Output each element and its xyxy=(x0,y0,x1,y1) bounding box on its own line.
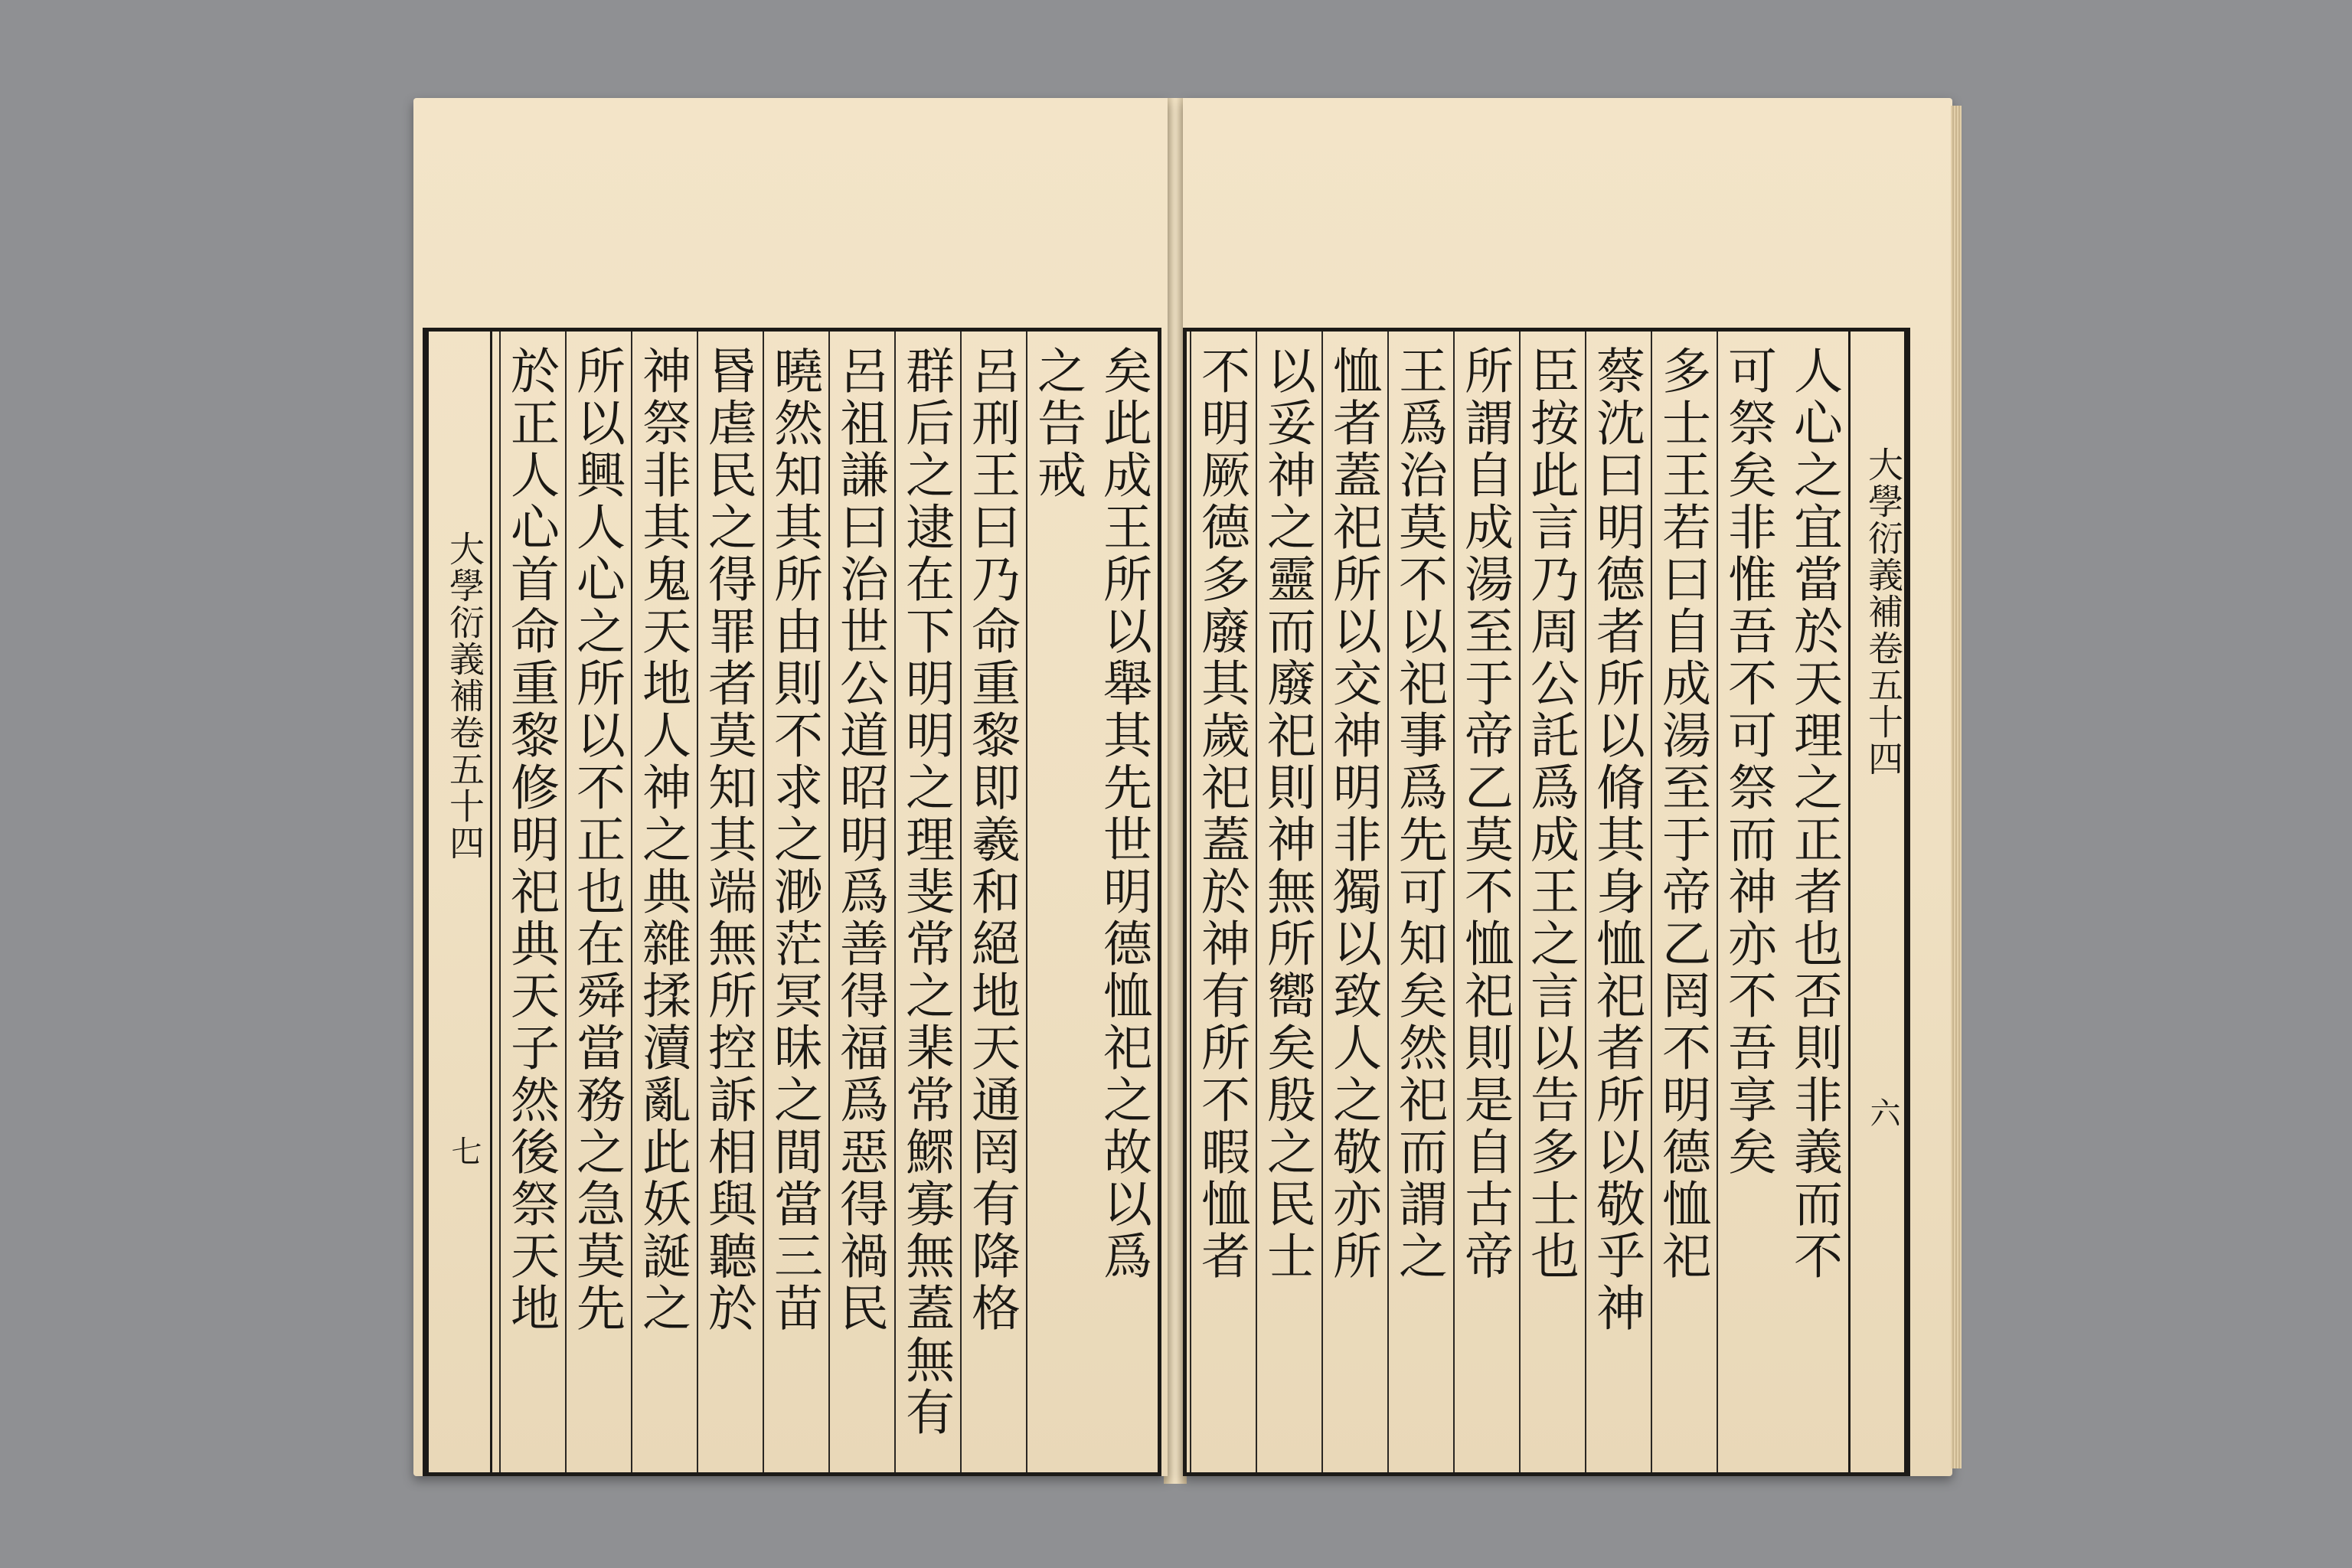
text-column: 多士王若曰自成湯至于帝乙罔不明德恤祀 xyxy=(1651,332,1717,1472)
text-column: 臣按此言乃周公託爲成王之言以告多士也 xyxy=(1519,332,1585,1472)
text-column: 可祭矣非惟吾不可祭而神亦不吾享矣 xyxy=(1717,332,1782,1472)
text-column: 不明厥德多廢其歲祀蓋於神有所不暇恤者 xyxy=(1190,332,1256,1472)
left-page xyxy=(413,98,1168,1476)
text-column: 以妥神之靈而廢祀則神無所嚮矣殷之民士 xyxy=(1256,332,1321,1472)
text-column: 所以興人心之所以不正也在舜當務之急莫先 xyxy=(565,332,631,1472)
text-column: 所謂自成湯至于帝乙莫不恤祀則是自古帝 xyxy=(1453,332,1519,1472)
text-column: 群后之逮在下明明之理斐常之棐常鰥寡無蓋無有 xyxy=(894,332,960,1472)
text-column: 昬虐民之得罪者莫知其端無所控訴相與聽於 xyxy=(697,332,763,1472)
leaf-number: 七 xyxy=(446,1135,482,1168)
text-column: 於正人心首命重黎修明祀典天子然後祭天地 xyxy=(499,332,565,1472)
text-column: 人心之宜當於天理之正者也否則非義而不 xyxy=(1785,345,1842,1282)
text-column: 神祭非其鬼天地人神之典雜揉瀆亂此妖誕之 xyxy=(631,332,697,1472)
text-column: 蔡沈曰明德者所以脩其身恤祀者所以敬乎神 xyxy=(1585,332,1651,1472)
right-text-frame xyxy=(1183,328,1910,1476)
left-text-frame xyxy=(423,328,1161,1476)
open-book xyxy=(413,98,1952,1491)
text-column: 矣此成王所以舉其先世明德恤祀之故以爲 xyxy=(1095,345,1152,1282)
text-column: 之告戒 xyxy=(1026,332,1092,1472)
fold-margin xyxy=(426,332,492,1472)
leaf-number: 六 xyxy=(1865,1097,1900,1129)
fold-margin xyxy=(1848,332,1906,1472)
page-edge-stack xyxy=(1951,106,1962,1468)
text-column: 呂刑王曰乃命重黎即羲和絕地天通罔有降格 xyxy=(960,332,1026,1472)
book-title-strip: 大學衍義補卷五十四 xyxy=(444,531,485,861)
text-column: 曉然知其所由則不求之渺茫冥昧之間當三苗 xyxy=(763,332,828,1472)
text-column: 恤者蓋祀所以交神明非獨以致人之敬亦所 xyxy=(1321,332,1387,1472)
book-title-strip: 大學衍義補卷五十四 xyxy=(1863,446,1904,777)
text-column: 呂祖謙曰治世公道昭明爲善得福爲惡得禍民 xyxy=(828,332,894,1472)
right-page xyxy=(1183,98,1952,1476)
text-column: 王爲治莫不以祀事爲先可知矣然祀而謂之 xyxy=(1387,332,1453,1472)
